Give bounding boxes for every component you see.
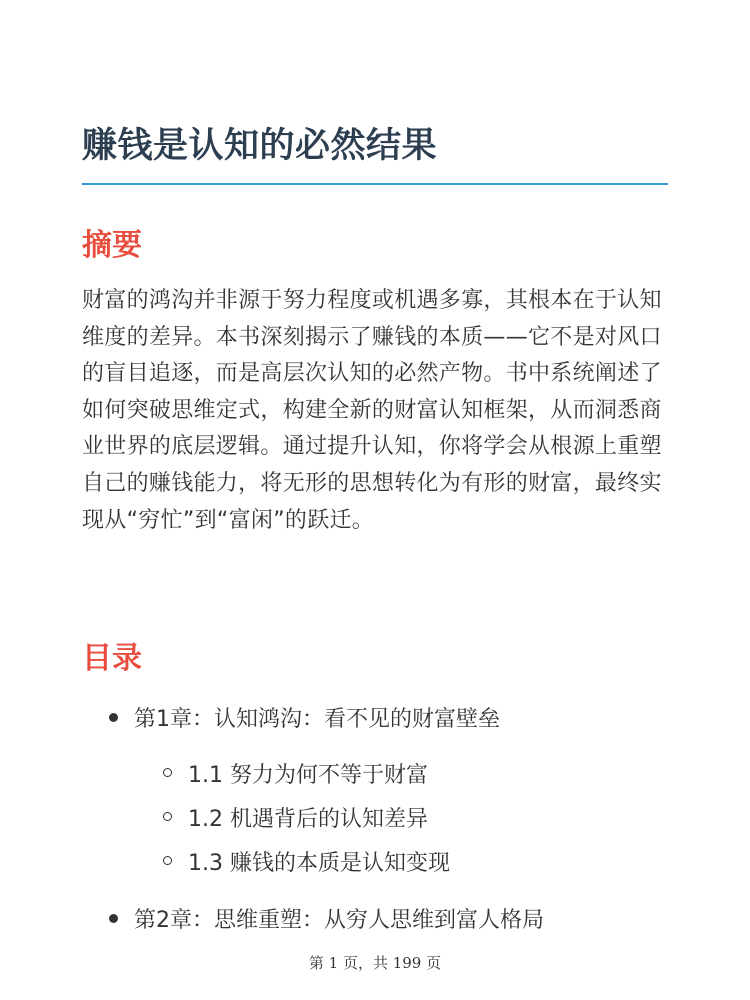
hollow-bullet-icon — [163, 812, 172, 821]
toc-chapter-label: 第2章：思维重塑：从穷人思维到富人格局 — [134, 908, 544, 933]
toc-chapter-1[interactable] — [134, 702, 500, 733]
toc-chapter-label: 第1章：认知鸿沟：看不见的财富壁垒 — [134, 707, 500, 732]
toc-section-label: 1.3 赚钱的本质是认知变现 — [188, 851, 450, 876]
hollow-bullet-icon — [163, 856, 172, 865]
hollow-bullet-icon — [163, 768, 172, 777]
toc-section-label: 1.2 机遇背后的认知差异 — [188, 807, 428, 832]
abstract-heading: 摘要 — [82, 228, 142, 263]
toc-section-1-1[interactable] — [188, 758, 428, 789]
abstract-body: 财富的鸿沟并非源于努力程度或机遇多寡，其根本在于认知维度的差异。本书深刻揭示了赚钱的本质——它不是对风口的盲目追逐，而是高层次认知的必然产物。书中系统阐述了如何突破思维定式，构建全新的财富认知框架，从而洞悉商业世界的底层逻辑。通过提升认知，你将学会从根源上重塑自己的赚钱能力，将无形的思想转化为有形的财富，最终实现从“穷忙”到“富闲”的跃迁。 — [82, 288, 662, 533]
document-title: 赚钱是认知的必然结果 — [82, 126, 438, 166]
filled-bullet-icon — [109, 914, 118, 923]
toc-chapter-2[interactable] — [134, 903, 544, 934]
toc-heading: 目录 — [82, 641, 142, 676]
page-number-footer: 第 1 页，共 199 页 — [308, 954, 442, 972]
toc-section-1-2[interactable] — [188, 802, 428, 833]
toc-section-1-3[interactable] — [188, 846, 450, 877]
toc-section-label: 1.1 努力为何不等于财富 — [188, 763, 428, 788]
title-divider — [82, 183, 668, 185]
filled-bullet-icon — [109, 713, 118, 722]
